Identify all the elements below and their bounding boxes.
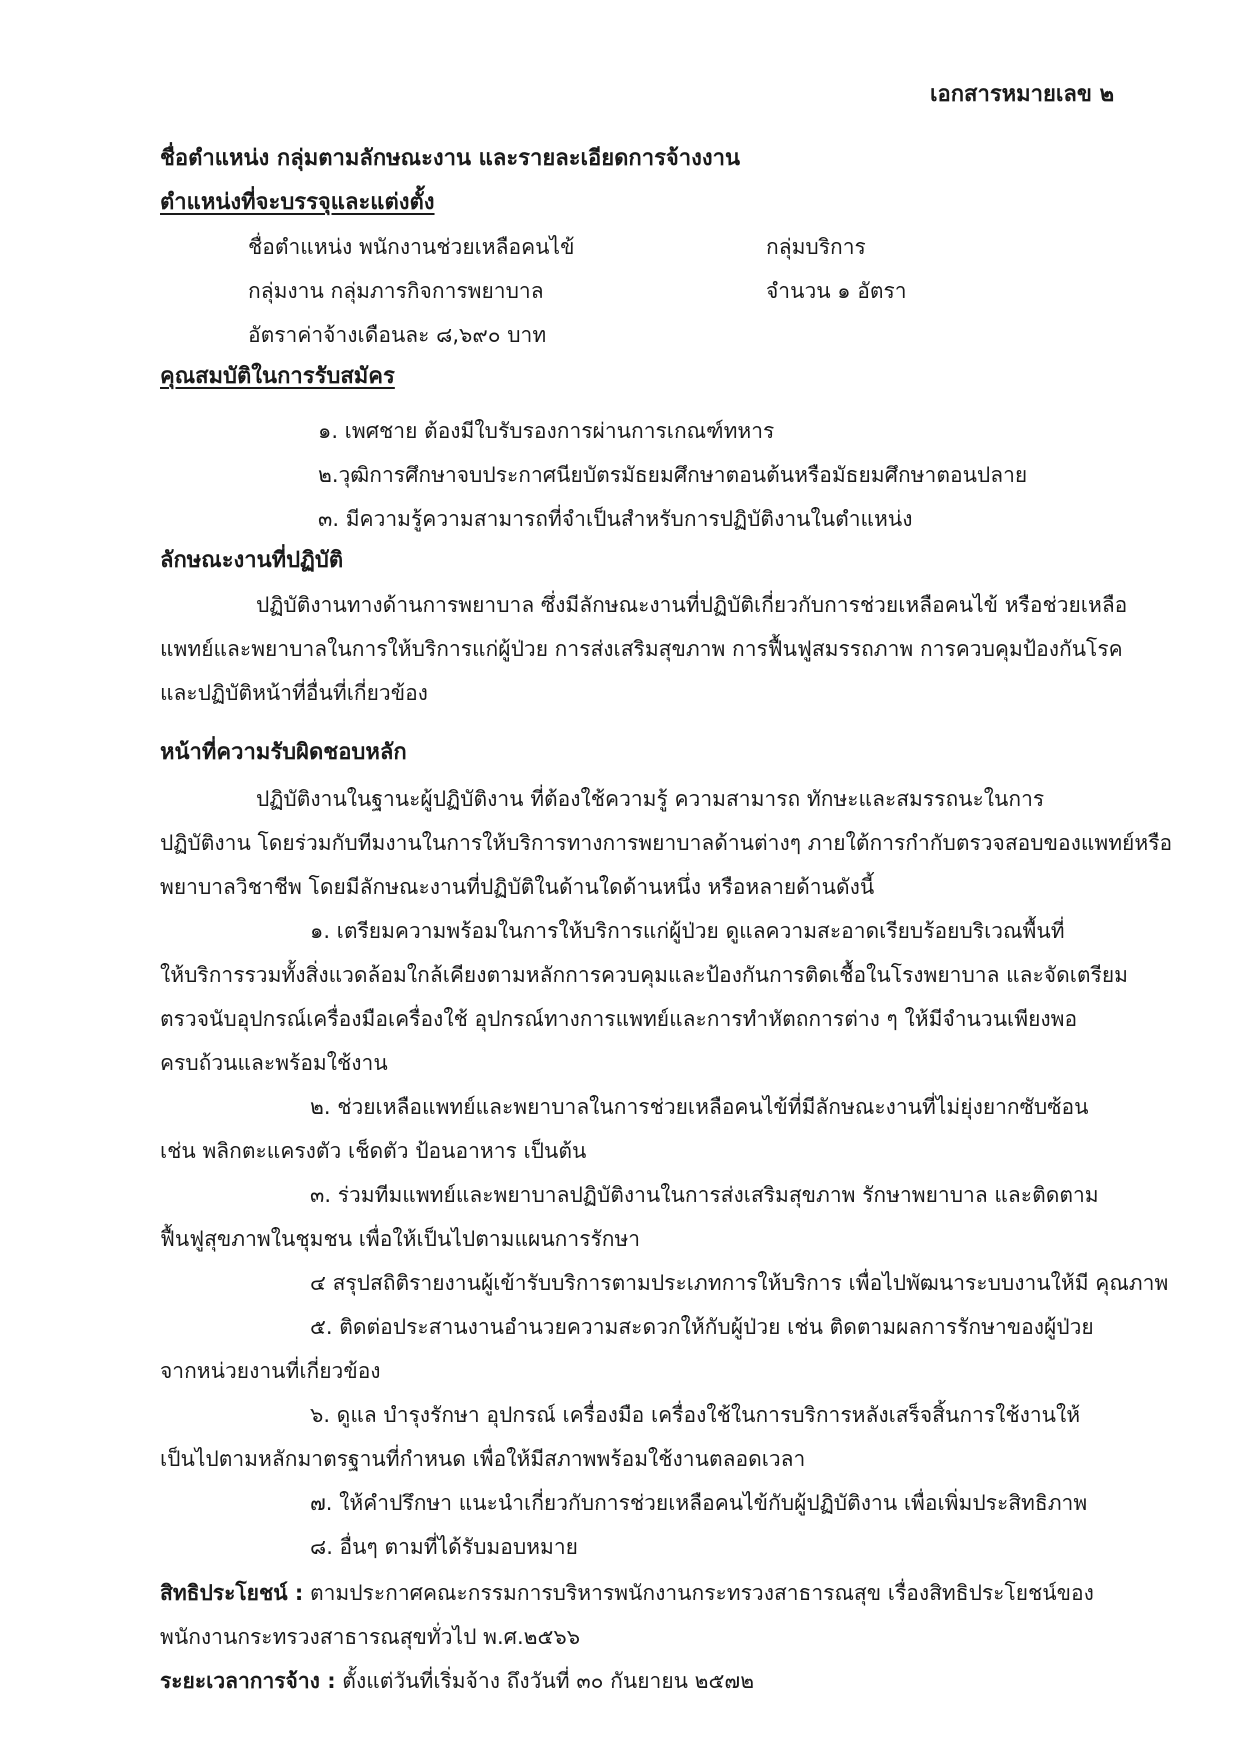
duty-item-3: ๓. ร่วมทีมแพทย์และพยาบาลปฏิบัติงานในการส่งเสริมสุขภาพ รักษาพยาบาล และติดตาม (310, 1183, 1099, 1207)
duty-item-8: ๘. อื่นๆ ตามที่ได้รับมอบหมาย (310, 1535, 578, 1559)
duty-item-1-cont: ตรวจนับอุปกรณ์เครื่องมือเครื่องใช้ อุปกรณ์ทางการแพทย์และการทำหัตถการต่าง ๆ ให้มีจำนวนเพียงพอ (160, 1007, 1078, 1031)
benefits-label: สิทธิประโยชน์ : (160, 1581, 304, 1605)
job-nature-line: แพทย์และพยาบาลในการให้บริการแก่ผู้ป่วย การส่งเสริมสุขภาพ การฟื้นฟูสมรรถภาพ การควบคุมป้องกันโรค (160, 637, 1123, 661)
job-nature-line: ปฏิบัติงานทางด้านการพยาบาล ซึ่งมีลักษณะงานที่ปฏิบัติเกี่ยวกับการช่วยเหลือคนไข้ หรือช่วยเหลือ (256, 593, 1128, 617)
qualification-item: ๒.วุฒิการศึกษาจบประกาศนียบัตรมัธยมศึกษาตอนต้นหรือมัธยมศึกษาตอนปลาย (318, 463, 1028, 487)
duty-item-6: ๖. ดูแล บำรุงรักษา อุปกรณ์ เครื่องมือ เครื่องใช้ในการบริการหลังเสร็จสิ้นการใช้งานให้ (310, 1403, 1081, 1427)
qualification-item: ๓. มีความรู้ความสามารถที่จำเป็นสำหรับการปฏิบัติงานในตำแหน่ง (318, 507, 913, 531)
salary: อัตราค่าจ้างเดือนละ ๘,๖๙๐ บาท (248, 323, 547, 347)
duty-item-5-cont: จากหน่วยงานที่เกี่ยวข้อง (160, 1359, 381, 1383)
duties-heading: หน้าที่ความรับผิดชอบหลัก (160, 740, 407, 765)
duty-item-7: ๗. ให้คำปรึกษา แนะนำเกี่ยวกับการช่วยเหลือคนไข้กับผู้ปฏิบัติงาน เพื่อเพิ่มประสิทธิภาพ (310, 1491, 1088, 1515)
benefits-line (160, 1578, 1094, 1608)
benefits-text: ตามประกาศคณะกรรมการบริหารพนักงานกระทรวงสาธารณสุข เรื่องสิทธิประโยชน์ของ (303, 1581, 1094, 1605)
duty-item-6-cont: เป็นไปตามหลักมาตรฐานที่กำหนด เพื่อให้มีสภาพพร้อมใช้งานตลอดเวลา (160, 1447, 806, 1471)
duty-item-2-cont: เช่น พลิกตะแครงตัว เช็ดตัว ป้อนอาหาร เป็นต้น (160, 1139, 587, 1163)
duties-intro-line: ปฏิบัติงาน โดยร่วมกับทีมงานในการให้บริการทางการพยาบาลด้านต่างๆ ภายใต้การกำกับตรวจสอบของแพทย์หรือ (160, 831, 1173, 855)
position-heading: ตำแหน่งที่จะบรรจุและแต่งตั้ง (160, 190, 435, 215)
position-name: ชื่อตำแหน่ง พนักงานช่วยเหลือคนไข้ (248, 235, 575, 259)
duty-item-5: ๕. ติดต่อประสานงานอำนวยความสะดวกให้กับผู้ป่วย เช่น ติดตามผลการรักษาของผู้ป่วย (310, 1315, 1094, 1339)
duty-item-1-cont: ครบถ้วนและพร้อมใช้งาน (160, 1051, 388, 1075)
duty-item-1-cont: ให้บริการรวมทั้งสิ่งแวดล้อมใกล้เคียงตามหลักการควบคุมและป้องกันการติดเชื้อในโรงพยาบาล และจัดเตรียม (160, 963, 1128, 987)
duty-item-3-cont: ฟื้นฟูสุขภาพในชุมชน เพื่อให้เป็นไปตามแผนการรักษา (160, 1227, 641, 1251)
duty-item-1: ๑. เตรียมความพร้อมในการให้บริการแก่ผู้ป่วย ดูแลความสะอาดเรียบร้อยบริเวณพื้นที่ (310, 919, 1065, 943)
employment-period-label: ระยะเวลาการจ้าง : (160, 1669, 336, 1693)
duties-intro-line: พยาบาลวิชาชีพ โดยมีลักษณะงานที่ปฏิบัติในด้านใดด้านหนึ่ง หรือหลายด้านดังนี้ (160, 875, 875, 899)
work-group: กลุ่มงาน กลุ่มภารกิจการพยาบาล (248, 279, 544, 303)
document-number: เอกสารหมายเลข ๒ (930, 82, 1115, 107)
duties-intro-line: ปฏิบัติงานในฐานะผู้ปฏิบัติงาน ที่ต้องใช้ความรู้ ความสามารถ ทักษะและสมรรถนะในการ (256, 787, 1045, 811)
duty-item-4: ๔ สรุปสถิติรายงานผู้เข้ารับบริการตามประเภทการให้บริการ เพื่อไปพัฒนาระบบงานให้มี คุณภาพ (310, 1271, 1169, 1295)
employment-period-text: ตั้งแต่วันที่เริ่มจ้าง ถึงวันที่ ๓๐ กันยายน ๒๕๗๒ (335, 1669, 755, 1693)
position-group: กลุ่มบริการ (766, 235, 866, 259)
job-nature-line: และปฏิบัติหน้าที่อื่นที่เกี่ยวข้อง (160, 681, 428, 705)
qualifications-heading: คุณสมบัติในการรับสมัคร (160, 364, 395, 389)
benefits-text-cont: พนักงานกระทรวงสาธารณสุขทั่วไป พ.ศ.๒๕๖๖ (160, 1625, 581, 1649)
document-title: ชื่อตำแหน่ง กลุ่มตามลักษณะงาน และรายละเอียดการจ้างงาน (160, 146, 741, 171)
qualification-item: ๑. เพศชาย ต้องมีใบรับรองการผ่านการเกณฑ์ทหาร (318, 419, 775, 443)
job-nature-heading: ลักษณะงานที่ปฏิบัติ (160, 548, 344, 573)
employment-period-line (160, 1666, 754, 1696)
duty-item-2: ๒. ช่วยเหลือแพทย์และพยาบาลในการช่วยเหลือคนไข้ที่มีลักษณะงานที่ไม่ยุ่งยากซับซ้อน (310, 1095, 1089, 1119)
position-count: จำนวน ๑ อัตรา (766, 279, 907, 303)
